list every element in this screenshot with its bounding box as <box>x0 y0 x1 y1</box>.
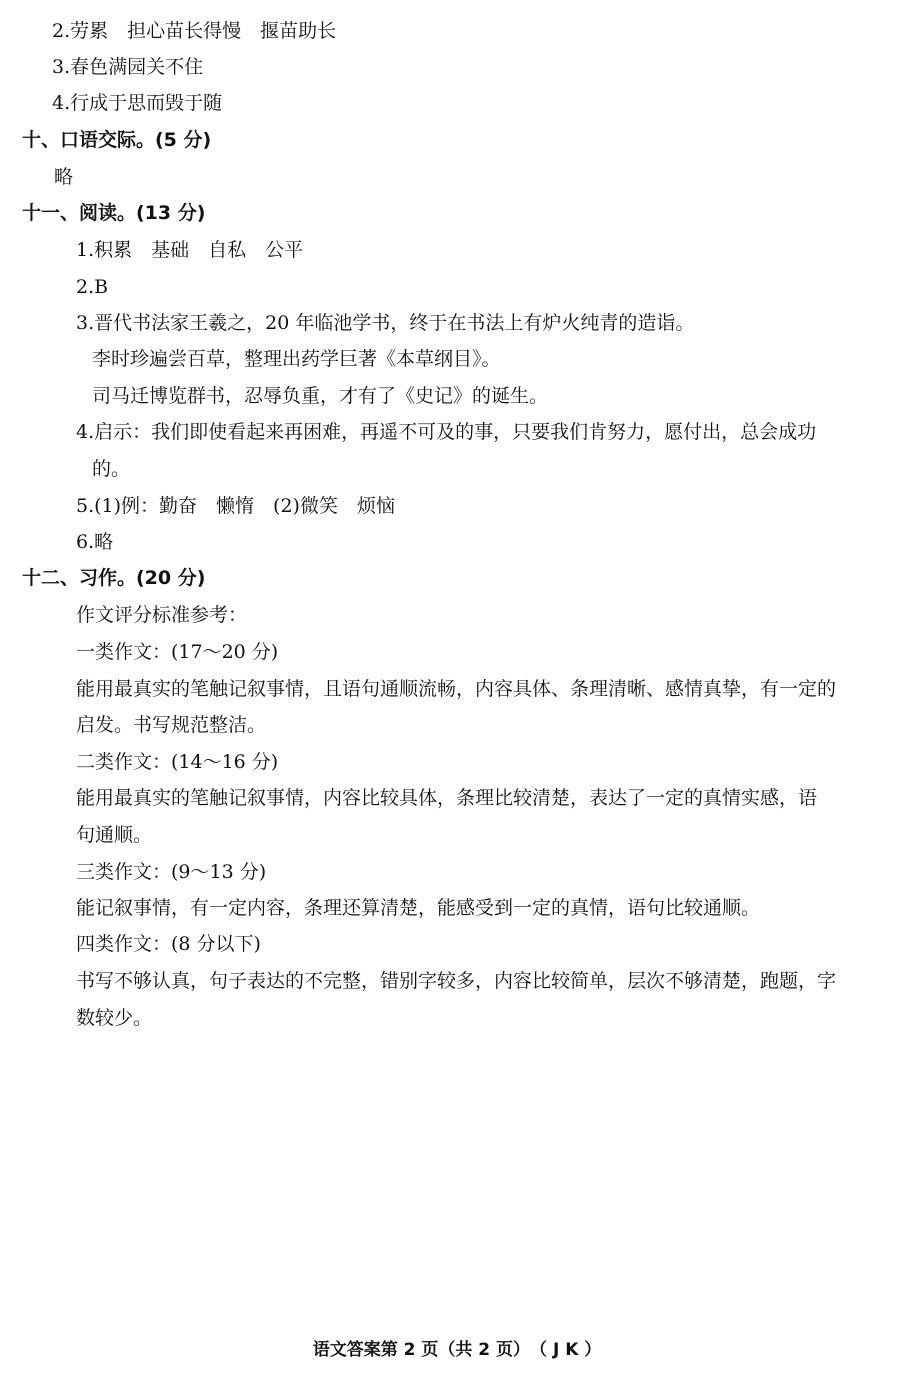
answer-line: 作文评分标准参考： <box>76 604 248 626</box>
answer-line: 4.启示：我们即使看起来再困难，再遥不可及的事，只要我们肯努力，愿付出，总会成功 <box>76 421 817 443</box>
answer-line: 启发。书写规范整洁。 <box>76 714 267 736</box>
grade-title: 一类作文：(17～20 分) <box>76 641 279 663</box>
grade-title: 三类作文：(9～13 分) <box>76 861 267 883</box>
answer-line: 1.积累 基础 自私 公平 <box>76 239 304 261</box>
answer-line: 3.春色满园关不住 <box>52 56 204 78</box>
answer-line: 司马迁博览群书，忍辱负重，才有了《史记》的诞生。 <box>92 385 549 407</box>
answer-line: 3.晋代书法家王羲之，20 年临池学书，终于在书法上有炉火纯青的造诣。 <box>76 312 695 334</box>
answer-line: 2.B <box>76 276 109 298</box>
answer-line: 李时珍遍尝百草，整理出药学巨著《本草纲目》。 <box>92 348 501 370</box>
answer-line: 5.(1)例：勤奋 懒惰 (2)微笑 烦恼 <box>76 495 395 517</box>
answer-line: 数较少。 <box>76 1007 153 1029</box>
answer-line: 句通顺。 <box>76 824 153 846</box>
answer-line: 的。 <box>92 458 131 480</box>
section-heading: 十、口语交际。(5 分) <box>22 129 212 151</box>
grade-title: 四类作文：(8 分以下) <box>76 933 261 955</box>
section-heading: 十二、习作。(20 分) <box>22 567 206 589</box>
answer-line: 略 <box>54 166 74 188</box>
answer-line: 能用最真实的笔触记叙事情，且语句通顺流畅，内容具体、条理清晰、感情真挚，有一定的 <box>76 678 837 700</box>
answer-line: 4.行成于思而毁于随 <box>52 92 223 114</box>
grade-title: 二类作文：(14～16 分) <box>76 751 279 773</box>
answer-line: 2.劳累 担心苗长得慢 揠苗助长 <box>52 20 337 42</box>
answer-line: 能记叙事情，有一定内容，条理还算清楚，能感受到一定的真情，语句比较通顺。 <box>76 897 761 919</box>
answer-line: 6.略 <box>76 531 114 553</box>
answer-line: 能用最真实的笔触记叙事情，内容比较具体，条理比较清楚，表达了一定的真情实感，语 <box>76 787 818 809</box>
page-footer: 语文答案第 2 页（共 2 页） （ J K ） <box>312 1340 602 1360</box>
section-heading: 十一、阅读。(13 分) <box>22 202 206 224</box>
answer-line: 书写不够认真，句子表达的不完整，错别字较多，内容比较简单，层次不够清楚，跑题，字 <box>76 970 837 992</box>
